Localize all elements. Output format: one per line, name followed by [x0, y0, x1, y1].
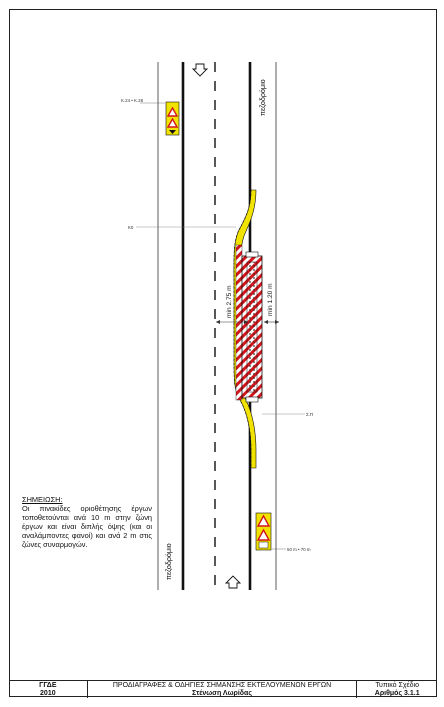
dim-buffer-label: min 1.20 m: [267, 283, 274, 316]
sign-panel-bottom: [256, 513, 271, 550]
doc-type: Τυπικό Σχέδιο: [375, 681, 419, 689]
bottom-sign-callout: 50 m • 70 m: [287, 547, 311, 552]
title-block-title: [88, 681, 358, 698]
org-label: ΓΓΔΕ: [39, 681, 57, 689]
note-block: [22, 495, 152, 549]
note-title: ΣΗΜΕΙΩΣΗ:: [22, 495, 63, 504]
down-arrow-icon: [193, 64, 207, 76]
work-area-inner: [247, 262, 257, 392]
left-callout: Κ0: [128, 225, 134, 230]
sidewalk-label-left: πεζοδρόμιο: [164, 543, 173, 580]
top-sign-callout: Κ.24 • Κ.28: [121, 98, 144, 103]
delineator-column-left: [236, 245, 242, 400]
doc-number: Αριθμός 3.1.1: [374, 689, 420, 697]
title-block-number: [357, 681, 437, 698]
sidewalk-label-right: πεζοδρόμιο: [258, 79, 267, 116]
title-block-org: [9, 681, 88, 698]
drawing-subtitle: Στένωση Λωρίδας: [192, 689, 252, 697]
note-body: Οι πινακίδες οριοθέτησης έργων τοποθετούνται ανά 10 m στην ζώνη έργων και είναι διπλής όψης (και οι αναλάμποντες φανοί) και ανά 2 m στις ζώνες συναρμογών.: [22, 504, 152, 549]
right-callout: Σ.Π: [306, 412, 314, 417]
spec-title: ΠΡΟΔΙΑΓΡΑΦΕΣ & ΟΔΗΓΙΕΣ ΣΗΜΑΝΣΗΣ ΕΚΤΕΛΟΥΜΕΝΩΝ ΕΡΓΩΝ: [112, 681, 332, 689]
title-block: [9, 680, 437, 698]
year-label: 2010: [40, 689, 56, 697]
sign-panel-top: [166, 102, 179, 135]
up-arrow-icon: [226, 576, 240, 588]
dim-width-label: min 2.75 m: [226, 285, 233, 318]
